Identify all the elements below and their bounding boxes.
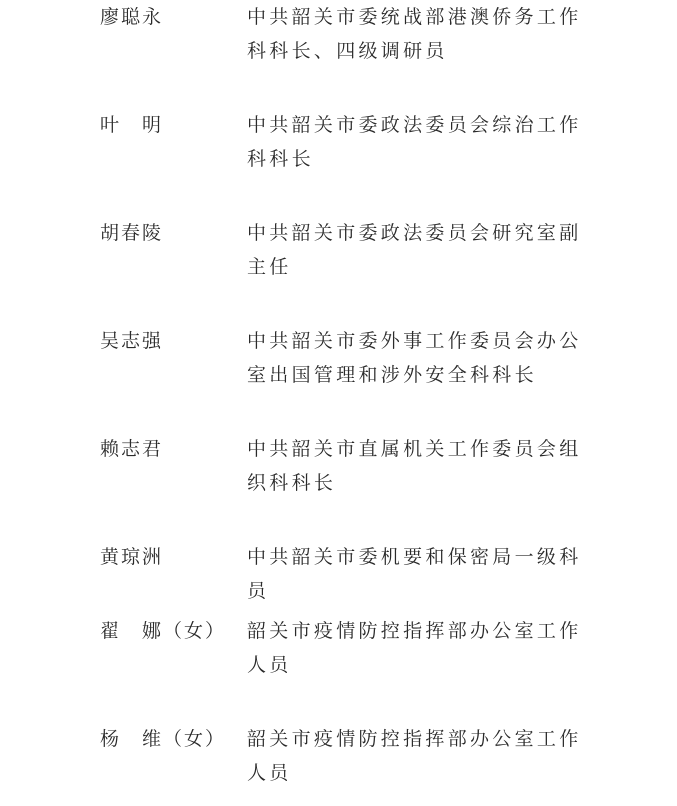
person-name: 廖聪永 bbox=[100, 6, 164, 28]
person-title: 中共韶关市委统战部港澳侨务工作科科长、四级调研员 bbox=[247, 6, 582, 62]
person-title: 韶关市疫情防控指挥部办公室工作人员 bbox=[247, 728, 582, 784]
person-title: 中共韶关市委外事工作委员会办公室出国管理和涉外安全科科长 bbox=[247, 330, 582, 386]
person-name: 吴志强 bbox=[100, 330, 164, 352]
person-name: 杨 维（女） bbox=[100, 728, 227, 750]
person-title: 中共韶关市委机要和保密局一级科员 bbox=[247, 546, 582, 602]
person-name: 赖志君 bbox=[100, 438, 164, 460]
person-name: 叶 明 bbox=[100, 114, 164, 136]
person-title: 韶关市疫情防控指挥部办公室工作人员 bbox=[247, 620, 582, 676]
person-title: 中共韶关市直属机关工作委员会组织科科长 bbox=[247, 438, 582, 494]
person-name: 翟 娜（女） bbox=[100, 620, 227, 642]
person-title: 中共韶关市委政法委员会综治工作科科长 bbox=[247, 114, 582, 170]
person-title: 中共韶关市委政法委员会研究室副主任 bbox=[247, 222, 582, 278]
person-name: 胡春陵 bbox=[100, 222, 164, 244]
person-name: 黄琼洲 bbox=[100, 546, 164, 568]
